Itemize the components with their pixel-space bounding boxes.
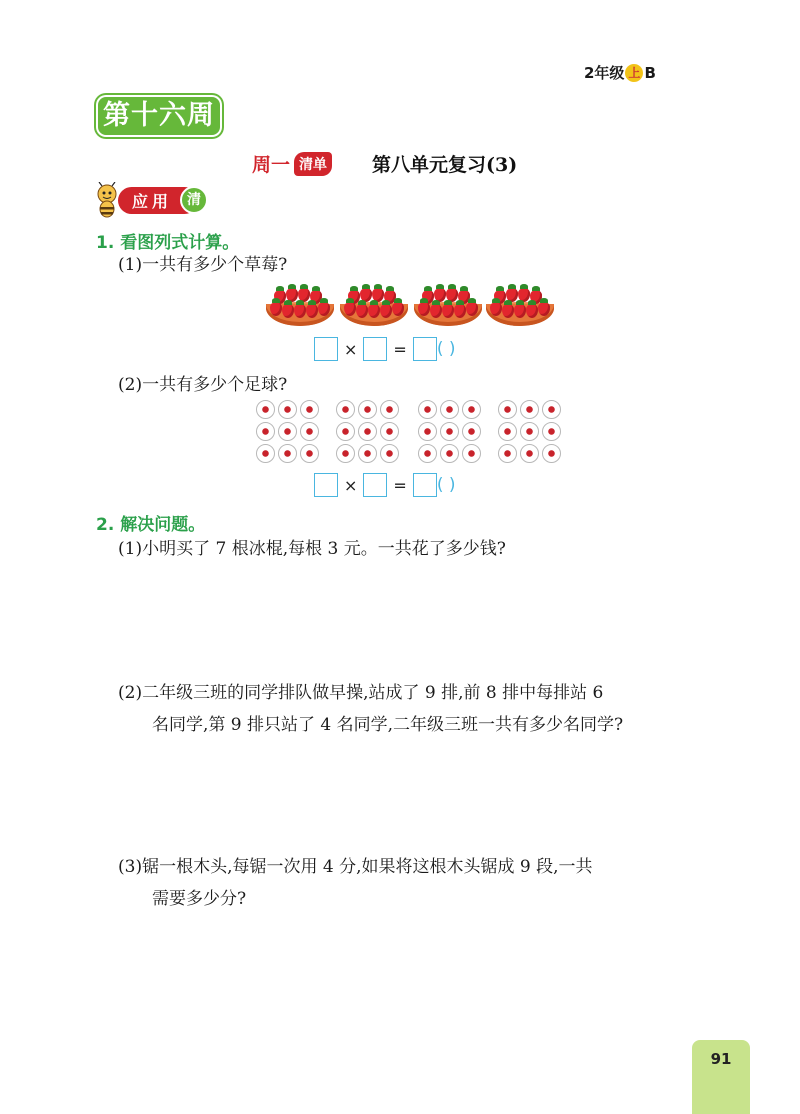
soccer-ball-icon: [520, 422, 539, 441]
soccer-ball-icon: [358, 422, 377, 441]
soccer-ball-icon: [498, 422, 517, 441]
soccer-ball-icon: [300, 444, 319, 463]
section-label: [92, 180, 208, 220]
soccer-ball-icon: [278, 400, 297, 419]
q2-part2-answer-area[interactable]: [118, 746, 698, 846]
soccer-ball-group: [256, 400, 322, 466]
soccer-ball-group: [336, 400, 402, 466]
times-sign: ×: [344, 339, 358, 359]
q1-equation-2: [314, 473, 455, 497]
soccer-ball-icon: [358, 400, 377, 419]
soccer-ball-icon: [462, 422, 481, 441]
grade-suffix: B: [644, 63, 656, 82]
q1-heading: 1. 看图列式计算。: [96, 233, 240, 253]
soccer-ball-icon: [300, 400, 319, 419]
answer-box-factor-1[interactable]: [314, 337, 338, 361]
soccer-ball-icon: [418, 444, 437, 463]
soccer-ball-icon: [256, 400, 275, 419]
answer-box-factor-1[interactable]: [314, 473, 338, 497]
section-label-mark: 清: [180, 186, 208, 214]
soccer-ball-icon: [498, 400, 517, 419]
soccer-ball-icon: [256, 422, 275, 441]
times-sign: ×: [344, 475, 358, 495]
strawberry-plates: [266, 282, 556, 330]
q2-heading: 2. 解决问题。: [96, 515, 206, 535]
soccer-ball-icon: [542, 400, 561, 419]
section-title: 第八单元复习(3): [372, 154, 518, 176]
answer-box-factor-2[interactable]: [363, 337, 387, 361]
q2-part1-answer-area[interactable]: [118, 570, 698, 670]
section-label-text: 应用: [118, 187, 198, 214]
soccer-ball-icon: [520, 400, 539, 419]
soccer-ball-icon: [498, 444, 517, 463]
soccer-ball-icon: [520, 444, 539, 463]
q1-part1: (1)一共有多少个草莓?: [118, 255, 288, 275]
day-badge: 清单: [294, 152, 332, 176]
page-number: 91: [692, 1040, 750, 1114]
unit-parentheses[interactable]: ( ): [436, 475, 456, 495]
q2-part3-line2: 需要多少分?: [152, 889, 247, 909]
q1-equation-1: [314, 337, 455, 361]
soccer-ball-icon: [336, 444, 355, 463]
soccer-ball-icon: [256, 444, 275, 463]
soccer-ball-icon: [462, 400, 481, 419]
strawberry-plate: [340, 284, 408, 326]
answer-box-factor-2[interactable]: [363, 473, 387, 497]
soccer-ball-icon: [542, 422, 561, 441]
day-title: [252, 150, 332, 177]
soccer-ball-group: [498, 400, 564, 466]
unit-parentheses[interactable]: ( ): [436, 339, 456, 359]
soccer-ball-icon: [380, 400, 399, 419]
soccer-ball-icon: [278, 444, 297, 463]
q2-part3-line1: (3)锯一根木头,每锯一次用 4 分,如果将这根木头锯成 9 段,一共: [118, 857, 593, 877]
soccer-ball-group: [418, 400, 484, 466]
soccer-ball-icon: [278, 422, 297, 441]
soccer-ball-icon: [440, 444, 459, 463]
soccer-ball-icon: [418, 422, 437, 441]
grade-prefix: 2年级: [584, 64, 625, 82]
answer-box-product[interactable]: [413, 337, 437, 361]
week-badge: 第十六周: [96, 95, 222, 137]
q1-part2: (2)一共有多少个足球?: [118, 375, 288, 395]
soccer-ball-groups: [256, 400, 556, 466]
grade-label: [584, 62, 656, 83]
soccer-ball-icon: [440, 422, 459, 441]
soccer-ball-icon: [358, 444, 377, 463]
soccer-ball-icon: [380, 444, 399, 463]
grade-mark: 上: [625, 64, 643, 82]
soccer-ball-icon: [418, 400, 437, 419]
strawberry-plate: [486, 284, 554, 326]
q2-part2-line2: 名同学,第 9 排只站了 4 名同学,二年级三班一共有多少名同学?: [152, 715, 624, 735]
day-label: 周一: [252, 154, 291, 176]
q2-part3-answer-area[interactable]: [118, 920, 698, 1020]
soccer-ball-icon: [300, 422, 319, 441]
strawberry-plate: [266, 284, 334, 326]
soccer-ball-icon: [440, 400, 459, 419]
soccer-ball-icon: [380, 422, 399, 441]
soccer-ball-icon: [336, 400, 355, 419]
q2-part1: (1)小明买了 7 根冰棍,每根 3 元。一共花了多少钱?: [118, 539, 506, 559]
soccer-ball-icon: [462, 444, 481, 463]
soccer-ball-icon: [336, 422, 355, 441]
answer-box-product[interactable]: [413, 473, 437, 497]
q2-part2-line1: (2)二年级三班的同学排队做早操,站成了 9 排,前 8 排中每排站 6: [118, 683, 604, 703]
soccer-ball-icon: [542, 444, 561, 463]
equals-sign: =: [393, 339, 407, 359]
strawberry-plate: [414, 284, 482, 326]
equals-sign: =: [393, 475, 407, 495]
